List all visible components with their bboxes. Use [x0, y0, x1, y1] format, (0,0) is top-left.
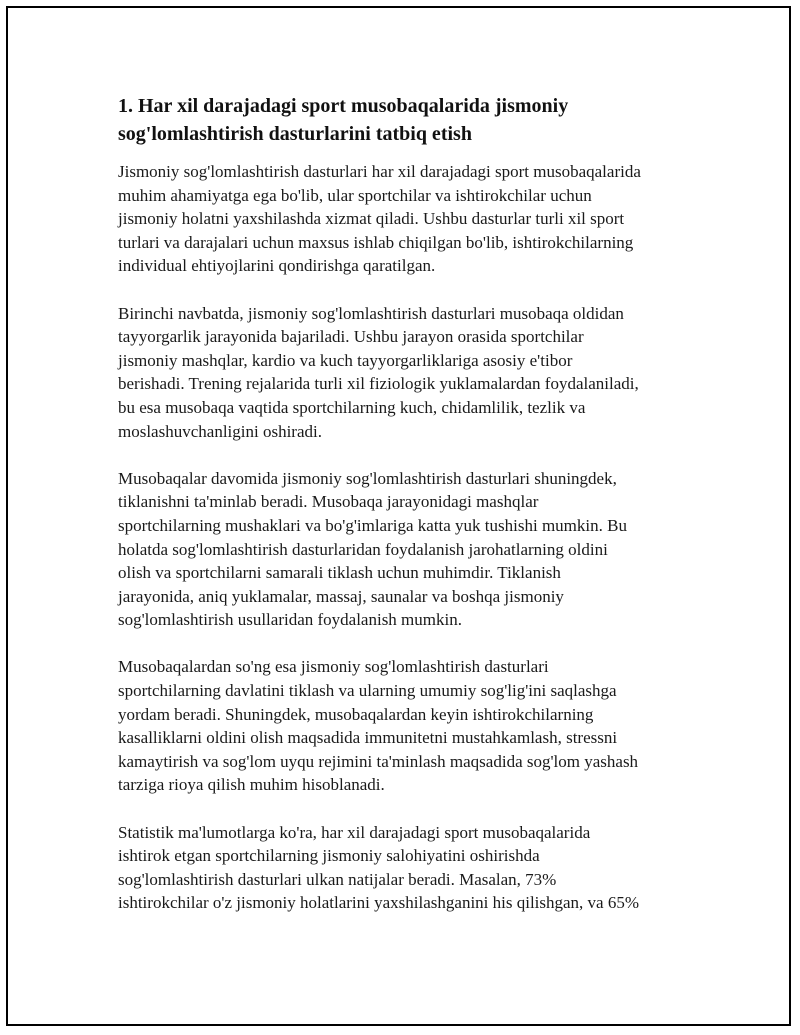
paragraph-1: [118, 160, 688, 278]
text-line: ishtirokchilar o'z jismoniy holatlarini yaxshilashganini his qilishgan, va 65%: [118, 893, 640, 913]
text-line: sportchilarning davlatini tiklash va ularning umumiy sog'lig'ini saqlashga: [118, 681, 617, 701]
document-body: [118, 92, 688, 939]
text-line: Musobaqalardan so'ng esa jismoniy sog'lomlashtirish dasturlari: [118, 657, 549, 677]
paragraph-3: [118, 467, 688, 632]
section-heading: [118, 92, 688, 148]
heading-line: sog'lomlashtirish dasturlarini tatbiq etish: [118, 123, 472, 145]
text-line: jismoniy mashqlar, kardio va kuch tayyorgarliklariga asosiy e'tibor: [118, 350, 573, 370]
paragraph-2: [118, 302, 688, 444]
paragraph-4: [118, 655, 688, 797]
text-line: Statistik ma'lumotlarga ko'ra, har xil darajadagi sport musobaqalarida: [118, 822, 591, 842]
paragraph-5: [118, 821, 688, 915]
text-line: tiklanishni ta'minlab beradi. Musobaqa jarayonidagi mashqlar: [118, 492, 539, 512]
text-line: Birinchi navbatda, jismoniy sog'lomlashtirish dasturlari musobaqa oldidan: [118, 303, 624, 323]
text-line: bu esa musobaqa vaqtida sportchilarning kuch, chidamlilik, tezlik va: [118, 397, 586, 417]
text-line: individual ehtiyojlarini qondirishga qaratilgan.: [118, 256, 436, 276]
text-line: moslashuvchanligini oshiradi.: [118, 421, 322, 441]
text-line: jismoniy holatni yaxshilashda xizmat qiladi. Ushbu dasturlar turli xil sport: [118, 209, 625, 229]
text-line: tayyorgarlik jarayonida bajariladi. Ushbu jarayon orasida sportchilar: [118, 327, 584, 347]
text-line: kasalliklarni oldini olish maqsadida immunitetni mustahkamlash, stressni: [118, 728, 618, 748]
text-line: kamaytirish va sog'lom uyqu rejimini ta'minlash maqsadida sog'lom yashash: [118, 751, 639, 771]
text-line: yordam beradi. Shuningdek, musobaqalardan keyin ishtirokchilarning: [118, 704, 594, 724]
text-line: olish va sportchilarni samarali tiklash uchun muhimdir. Tiklanish: [118, 563, 561, 583]
text-line: ishtirok etgan sportchilarning jismoniy salohiyatini oshirishda: [118, 846, 540, 866]
text-line: sog'lomlashtirish dasturlari ulkan natijalar beradi. Masalan, 73%: [118, 869, 557, 889]
text-line: turlari va darajalari uchun maxsus ishlab chiqilgan bo'lib, ishtirokchilarning: [118, 232, 634, 252]
text-line: holatda sog'lomlashtirish dasturlaridan foydalanish jarohatlarning oldini: [118, 539, 608, 559]
text-line: muhim ahamiyatga ega bo'lib, ular sportchilar va ishtirokchilar uchun: [118, 185, 592, 205]
text-line: berishadi. Trening rejalarida turli xil fiziologik yuklamalardan foydalaniladi,: [118, 374, 639, 394]
text-line: Musobaqalar davomida jismoniy sog'lomlashtirish dasturlari shuningdek,: [118, 468, 617, 488]
text-line: sportchilarning mushaklari va bo'g'imlariga katta yuk tushishi mumkin. Bu: [118, 515, 627, 535]
text-line: jarayonida, aniq yuklamalar, massaj, saunalar va boshqa jismoniy: [118, 586, 564, 606]
heading-line: 1. Har xil darajadagi sport musobaqalarida jismoniy: [118, 95, 569, 117]
text-line: sog'lomlashtirish usullaridan foydalanish mumkin.: [118, 610, 462, 630]
text-line: tarziga rioya qilish muhim hisoblanadi.: [118, 775, 385, 795]
text-line: Jismoniy sog'lomlashtirish dasturlari har xil darajadagi sport musobaqalarida: [118, 162, 641, 181]
